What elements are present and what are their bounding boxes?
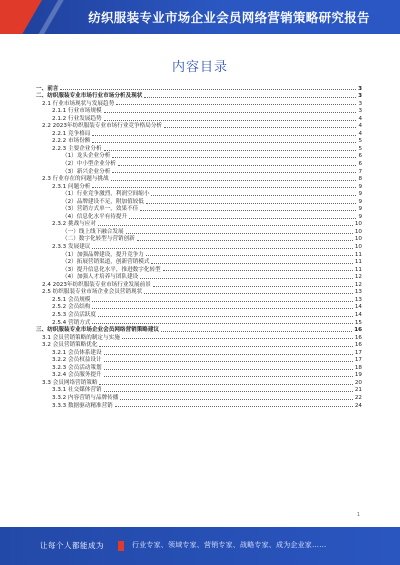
toc-leader-dots	[104, 376, 353, 377]
toc-entry[interactable]	[28, 205, 362, 213]
toc-entry-page: 14	[354, 311, 362, 318]
toc-entry[interactable]	[28, 235, 362, 243]
toc-entry-label: 三、纺织服装专业市场企业会员网络营销策略建议	[36, 327, 160, 334]
toc-entry-page: 5	[358, 138, 362, 145]
toc-entry-page: 16	[354, 327, 362, 334]
toc-leader-dots	[118, 165, 357, 166]
toc-leader-dots	[98, 225, 353, 226]
toc-leader-dots	[104, 112, 357, 113]
toc-leader-dots	[144, 293, 353, 294]
toc-entry-label: 2.1 行业市场现状与发展趋势	[42, 100, 115, 107]
toc-entry[interactable]	[28, 152, 362, 160]
toc-entry[interactable]	[28, 84, 362, 92]
toc-entry[interactable]	[28, 258, 362, 266]
toc-entry-page: 3	[358, 93, 362, 100]
toc-entry[interactable]	[28, 122, 362, 130]
toc-entry-page: 6	[358, 161, 362, 168]
toc-entry[interactable]	[28, 348, 362, 356]
toc-leader-dots	[129, 218, 356, 219]
toc-entry-label: 2.3.2 挑战与应对	[52, 221, 96, 228]
toc-leader-dots	[112, 157, 356, 158]
toc-entry-label: 2.3.3 发展建议	[52, 244, 91, 251]
toc-entry-page: 24	[354, 402, 362, 409]
toc-entry-page: 4	[358, 130, 362, 137]
toc-entry-label: 3.3.2 内容营销与品牌传播	[52, 394, 119, 401]
toc-entry-label: 2.2.1 竞争格局	[52, 130, 91, 137]
toc-entry-label: 3.2 会员营销策略优化	[42, 342, 98, 349]
toc-entry-page: 9	[358, 206, 362, 213]
toc-entry-page: 4	[358, 123, 362, 130]
toc-leader-dots	[98, 316, 353, 317]
toc-leader-dots	[161, 331, 352, 332]
toc-entry-page: 12	[354, 274, 362, 281]
report-title: 纺织服装专业市场企业会员网络营销策略研究报告	[88, 10, 370, 25]
toc-entry-label: （1）行业竞争激烈，利润空间缩小	[62, 191, 150, 198]
toc-leader-dots	[151, 263, 352, 264]
footer-tagline: 行业专家、领域专家、营销专家、战略专家、成为企业家……	[132, 541, 327, 549]
toc-entry[interactable]	[28, 295, 362, 303]
toc-leader-dots	[120, 399, 353, 400]
toc-entry-page: 8	[358, 176, 362, 183]
toc-entry-page: 13	[354, 289, 362, 296]
toc-entry[interactable]	[28, 341, 362, 349]
toc-entry-page: 17	[354, 357, 362, 364]
toc-entry[interactable]	[28, 137, 362, 145]
toc-entry-label: 2.3.1 问题分析	[52, 183, 91, 190]
toc-entry[interactable]	[28, 280, 362, 288]
toc-entry-page: 3	[358, 85, 362, 92]
toc-entry-page: 10	[354, 236, 362, 243]
toc-leader-dots	[122, 338, 353, 339]
toc-leader-dots	[144, 97, 356, 98]
toc-entry-page: 9	[358, 183, 362, 190]
toc-entry-page: 11	[354, 251, 362, 258]
toc-entry-page: 12	[354, 281, 362, 288]
toc-entry-label: （2）品牌建设不足，附加值较低	[62, 198, 144, 205]
toc-leader-dots	[92, 323, 352, 324]
toc-entry-label: 2.5.2 会员结构	[52, 304, 91, 311]
toc-entry[interactable]	[28, 212, 362, 220]
toc-entry-label: （4）加强人才培养与团队建设	[62, 274, 139, 281]
toc-entry-page: 19	[354, 372, 362, 379]
toc-entry-label: （2）中小型企业分析	[62, 161, 116, 168]
toc-entry[interactable]	[28, 310, 362, 318]
toc-entry-page: 9	[358, 191, 362, 198]
toc-entry-label: 2.5.4 营销方式	[52, 319, 91, 326]
toc-entry[interactable]	[28, 303, 362, 311]
toc-leader-dots	[146, 203, 357, 204]
toc-leader-dots	[151, 195, 356, 196]
toc-entry-page: 3	[358, 108, 362, 115]
toc-entry[interactable]	[28, 333, 362, 341]
footer-slogan: 让每个人都能成为	[40, 541, 104, 550]
toc-leader-dots	[140, 278, 353, 279]
toc-leader-dots	[104, 361, 353, 362]
toc-entry[interactable]	[28, 144, 362, 152]
toc-entry-label: 2.2.2 市场份额	[52, 138, 91, 145]
toc-entry-label: 3.3.3 数据驱动精准营销	[52, 402, 113, 409]
toc-entry-label: （1）龙头企业分析	[62, 153, 111, 160]
toc-entry[interactable]	[28, 182, 362, 190]
toc-entry[interactable]	[28, 159, 362, 167]
toc-heading: 内容目录	[171, 60, 228, 75]
toc-entry[interactable]	[28, 197, 362, 205]
page-number: 1	[356, 512, 360, 518]
toc-entry-page: 17	[354, 349, 362, 356]
toc-entry-label: 3.2.3 会员活动策划	[52, 364, 102, 371]
toc-entry[interactable]	[28, 114, 362, 122]
toc-entry[interactable]	[28, 371, 362, 379]
toc-leader-dots	[116, 104, 356, 105]
toc-entry-label: 2.1.2 行业发展趋势	[52, 115, 102, 122]
toc-leader-dots	[99, 384, 352, 385]
toc-entry[interactable]	[28, 227, 362, 235]
toc-entry-label: 一、前言	[36, 85, 59, 92]
toc-entry-page: 9	[358, 213, 362, 220]
footer-red-bar	[118, 541, 124, 551]
toc-leader-dots	[153, 286, 353, 287]
toc-entry-page: 10	[354, 221, 362, 228]
toc-entry-page: 22	[354, 394, 362, 401]
toc-leader-dots	[92, 187, 356, 188]
report-header-banner	[0, 0, 400, 34]
toc-leader-dots	[104, 369, 353, 370]
toc-entry-label: 3.2.1 会员体系建设	[52, 349, 102, 356]
toc-entry-label: 3.2.2 会员权益设计	[52, 357, 102, 364]
toc-entry-label: （4）信息化水平有待提升	[62, 213, 128, 220]
toc-entry[interactable]	[28, 356, 362, 364]
toc-entry-page: 4	[358, 115, 362, 122]
toc-entry-label: （3）提升信息化水平，推进数字化转型	[62, 266, 161, 273]
toc-entry[interactable]	[28, 175, 362, 183]
toc-entry-page: 21	[354, 387, 362, 394]
toc-leader-dots	[92, 248, 352, 249]
toc-entry[interactable]	[28, 273, 362, 281]
toc-entry-page: 20	[354, 379, 362, 386]
toc-leader-dots	[92, 135, 356, 136]
toc-leader-dots	[60, 89, 356, 90]
toc-leader-dots	[137, 240, 353, 241]
toc-entry[interactable]	[28, 363, 362, 371]
toc-entry-page: 11	[354, 266, 362, 273]
toc-leader-dots	[164, 127, 356, 128]
toc-entry[interactable]	[28, 220, 362, 228]
toc-entry-label: 2.5 纺织服装专业市场企业会员营销现状	[42, 289, 143, 296]
toc-entry-label: 3.1 会员营销策略的制定与实施	[42, 334, 120, 341]
toc-entry-label: 2.5.3 会员活跃度	[52, 311, 96, 318]
table-of-contents	[28, 84, 362, 409]
toc-leader-dots	[92, 301, 352, 302]
toc-entry-page: 6	[358, 153, 362, 160]
toc-entry[interactable]	[28, 378, 362, 386]
toc-entry-page: 14	[354, 304, 362, 311]
toc-entry[interactable]	[28, 401, 362, 409]
toc-leader-dots	[112, 172, 356, 173]
toc-entry-label: （3）新兴企业分析	[62, 168, 111, 175]
toc-entry-label: 2.1.1 行业市场规模	[52, 108, 102, 115]
toc-entry-page: 10	[354, 244, 362, 251]
toc-leader-dots	[99, 346, 352, 347]
toc-entry-label: （2）拓展营销渠道，创新营销模式	[62, 259, 150, 266]
toc-entry-label: 2.4 2023年纺织服装专业市场行业发展前景	[42, 281, 151, 288]
toc-entry[interactable]	[28, 190, 362, 198]
toc-entry-page: 10	[354, 228, 362, 235]
toc-entry[interactable]	[28, 250, 362, 258]
toc-entry[interactable]	[28, 99, 362, 107]
toc-leader-dots	[104, 354, 353, 355]
toc-entry[interactable]	[28, 92, 362, 100]
toc-entry-page: 13	[354, 296, 362, 303]
toc-entry[interactable]	[28, 318, 362, 326]
toc-entry-label: 3.3.1 社交媒体营销	[52, 387, 102, 394]
toc-entry[interactable]	[28, 167, 362, 175]
toc-entry-label: 2.2 2023年纺织服装专业市场行业竞争格局分析	[42, 123, 163, 130]
toc-entry-page: 18	[354, 364, 362, 371]
toc-leader-dots	[126, 233, 353, 234]
toc-entry-page: 16	[354, 334, 362, 341]
toc-leader-dots	[115, 406, 353, 407]
toc-entry-label: 2.2.3 主要企业分析	[52, 145, 102, 152]
toc-entry-label: （一）线上线下融合发展	[62, 228, 124, 235]
toc-entry-label: （3）营销方式单一，效果不佳	[62, 206, 139, 213]
toc-entry[interactable]	[28, 129, 362, 137]
toc-entry[interactable]	[28, 107, 362, 115]
toc-entry[interactable]	[28, 242, 362, 250]
toc-leader-dots	[104, 391, 353, 392]
toc-leader-dots	[163, 270, 353, 271]
toc-entry-label: 3.2.4 会员服务提升	[52, 372, 102, 379]
toc-leader-dots	[92, 142, 356, 143]
toc-entry[interactable]	[28, 288, 362, 296]
toc-leader-dots	[92, 308, 352, 309]
toc-entry-page: 5	[358, 145, 362, 152]
toc-entry-label: 二、纺织服装专业市场行业市场分析及现状	[36, 93, 143, 100]
toc-entry-page: 3	[358, 100, 362, 107]
toc-leader-dots	[111, 180, 357, 181]
toc-leader-dots	[146, 255, 353, 256]
toc-entry-page: 15	[354, 319, 362, 326]
toc-entry-label: 3.3 会员网络营销策略	[42, 379, 98, 386]
toc-leader-dots	[140, 210, 356, 211]
toc-entry[interactable]	[28, 326, 362, 334]
toc-entry-page: 7	[358, 168, 362, 175]
toc-entry[interactable]	[28, 393, 362, 401]
toc-entry-page: 16	[354, 342, 362, 349]
toc-entry-page: 11	[354, 259, 362, 266]
toc-leader-dots	[104, 120, 357, 121]
toc-entry[interactable]	[28, 386, 362, 394]
toc-leader-dots	[104, 150, 357, 151]
report-footer-banner	[0, 527, 400, 565]
toc-entry[interactable]	[28, 265, 362, 273]
toc-entry-label: 2.5.1 会员规模	[52, 296, 91, 303]
toc-entry-label: 2.3 行业存在的问题与挑战	[42, 176, 109, 183]
toc-entry-label: （1）加强品牌建设，提升竞争力	[62, 251, 144, 258]
toc-entry-label: （二）数字化转型与营销创新	[62, 236, 135, 243]
toc-entry-page: 9	[358, 198, 362, 205]
